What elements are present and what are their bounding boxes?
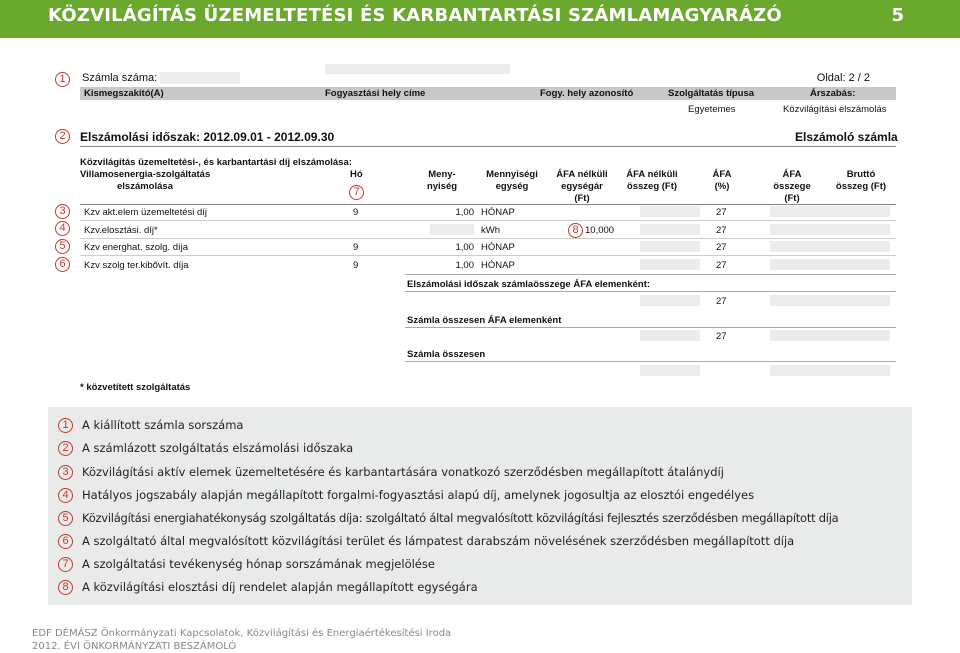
row-1-name: Kzv akt.elem üzemeltetési díj — [84, 207, 208, 218]
legend-item-6: A szolgáltató által megvalósított közvilágítási terület és lámpatest darabszám növelésének szerződésben megállapított díja — [82, 534, 795, 548]
redacted-value — [770, 224, 890, 235]
marker-7: 7 — [349, 185, 364, 200]
page-number: 5 — [891, 5, 904, 26]
col-net-1: ÁFA nélküli — [626, 169, 678, 180]
redacted-value — [770, 241, 890, 252]
col-unit-1: Mennyiségi — [486, 169, 538, 180]
redacted-value — [430, 224, 474, 235]
col-desc-2: elszámolása — [117, 181, 173, 192]
legend-marker-2: 2 — [58, 441, 73, 456]
divider — [405, 327, 896, 328]
col-unitprice-3: (Ft) — [574, 193, 590, 204]
row-4-qty: 1,00 — [455, 260, 474, 271]
legend-item-8: A közvilágítási elosztási díj rendelet alapján megállapított egységára — [82, 580, 478, 594]
legend-item-3: Közvilágítási aktív elemek üzemeltetésére és karbantartására vonatkozó szerződésben megállapított átalánydíj — [82, 465, 724, 479]
row-2-name: Kzv.elosztási. díj* — [84, 225, 158, 236]
col-vat-1: ÁFA — [712, 169, 732, 180]
col-gross-2: összeg (Ft) — [835, 181, 887, 192]
tariff-value: Közvilágítási elszámolás — [783, 104, 887, 115]
col-qty-1: Meny- — [428, 169, 456, 180]
footer-org: EDF DÉMÁSZ Önkormányzati Kapcsolatok, Közvilágítási és Energiaértékesítési Iroda — [32, 628, 452, 639]
col-month: Hó — [350, 169, 363, 180]
legend-item-2: A számlázott szolgáltatás elszámolási időszaka — [82, 441, 354, 455]
section-title: Közvilágítás üzemeltetési-, és karbantartási díj elszámolása: — [80, 157, 352, 168]
col-tariff: Árszabás: — [810, 88, 856, 99]
row-4-month: 9 — [353, 260, 359, 271]
divider — [405, 274, 896, 275]
invoice-header-bar — [80, 87, 896, 100]
divider — [80, 238, 896, 239]
redacted-value — [770, 365, 890, 376]
col-vatamt-1: ÁFA — [782, 169, 802, 180]
redacted-value — [770, 206, 890, 217]
summary-total-vat-label: Számla összesen ÁFA elemenként — [407, 315, 562, 326]
divider — [80, 220, 896, 221]
row-4-name: Kzv szolg ter.kibővít. díja — [84, 260, 189, 271]
row-1-unit: HÓNAP — [481, 207, 515, 218]
redacted-value — [770, 259, 890, 270]
redacted-value — [770, 295, 890, 306]
legend-marker-8: 8 — [58, 580, 73, 595]
legend-marker-6: 6 — [58, 534, 73, 549]
col-vat-2: (%) — [714, 181, 730, 192]
legend-marker-4: 4 — [58, 488, 73, 503]
col-gross-1: Bruttó — [846, 169, 876, 180]
col-net-2: összeg (Ft) — [626, 181, 678, 192]
marker-4: 4 — [55, 221, 70, 236]
page-title: KÖZVILÁGÍTÁS ÜZEMELTETÉSI ÉS KARBANTARTÁSI SZÁMLAMAGYARÁZÓ — [48, 5, 782, 26]
col-unitprice-2: egységár — [561, 181, 603, 192]
legend-marker-5: 5 — [58, 511, 73, 526]
summary-grand-total-label: Számla összesen — [407, 349, 486, 360]
divider — [405, 361, 896, 362]
legend-marker-3: 3 — [58, 465, 73, 480]
col-unitprice-1: ÁFA nélküli — [556, 169, 608, 180]
legend-item-1: A kiállított számla sorszáma — [82, 418, 244, 432]
row-3-unit: HÓNAP — [481, 242, 515, 253]
document-type: Elszámoló számla — [795, 130, 898, 144]
invoice-number-label: Számla száma: — [82, 72, 158, 84]
col-breaker: Kismegszakító(A) — [84, 88, 164, 99]
row-4-vat: 27 — [716, 260, 727, 271]
col-site-id: Fogy. hely azonosító — [540, 88, 634, 99]
redacted-value — [640, 330, 700, 341]
row-3-qty: 1,00 — [455, 242, 474, 253]
marker-3: 3 — [55, 204, 70, 219]
divider — [405, 291, 896, 292]
row-2-unit: kWh — [481, 225, 500, 236]
redacted-value — [640, 241, 700, 252]
row-3-name: Kzv energhat. szolg. díja — [84, 242, 189, 253]
redacted-value — [640, 224, 700, 235]
legend-box — [48, 407, 912, 605]
footnote: * közvetített szolgáltatás — [80, 382, 191, 393]
row-1-vat: 27 — [716, 207, 727, 218]
divider — [80, 255, 896, 256]
redacted-value — [640, 259, 700, 270]
summary-period-label: Elszámolási időszak számlaösszege ÁFA elemenként: — [407, 279, 651, 290]
col-unit-2: egység — [495, 181, 529, 192]
marker-8: 8 — [568, 223, 583, 238]
marker-2: 2 — [55, 129, 70, 144]
page-label: Oldal: 2 / 2 — [816, 72, 870, 84]
redacted-value — [640, 365, 700, 376]
legend-item-5: Közvilágítási energiahatékonyság szolgáltatás díja: szolgáltató által megvalósított közvilágítási fejlesztés szerződésben megállapított díja — [82, 511, 839, 525]
legend-marker-1: 1 — [58, 418, 73, 433]
row-4-unit: HÓNAP — [481, 260, 515, 271]
col-qty-2: nyiség — [426, 181, 458, 192]
divider — [80, 204, 896, 205]
row-2-vat: 27 — [716, 225, 727, 236]
divider — [80, 146, 896, 147]
col-desc-1: Villamosenergia-szolgáltatás — [80, 169, 211, 180]
row-2-unit-price: 10,000 — [585, 225, 615, 236]
marker-1: 1 — [55, 72, 70, 87]
service-type-value: Egyetemes — [688, 104, 736, 115]
marker-6: 6 — [55, 257, 70, 272]
col-address: Fogyasztási hely címe — [325, 88, 426, 99]
row-3-vat: 27 — [716, 242, 727, 253]
row-1-month: 9 — [353, 207, 359, 218]
redacted-number — [160, 72, 240, 84]
redacted-address — [325, 64, 510, 74]
summary-period-vat: 27 — [716, 296, 727, 307]
footer-report: 2012. ÉVI ÖNKORMÁNYZATI BESZÁMOLÓ — [32, 641, 237, 652]
billing-period: Elszámolási időszak: 2012.09.01 - 2012.09.30 — [80, 130, 335, 144]
legend-item-7: A szolgáltatási tevékenység hónap sorszámának megjelölése — [82, 557, 435, 571]
col-vatamt-2: összege — [773, 181, 811, 192]
row-1-qty: 1,00 — [455, 207, 474, 218]
col-service-type: Szolgáltatás típusa — [668, 88, 755, 99]
summary-total-vat: 27 — [716, 331, 727, 342]
legend-item-4: Hatályos jogszabály alapján megállapított forgalmi-fogyasztási alapú díj, amelynek jogosultja az elosztói engedélyes — [82, 488, 755, 502]
legend-marker-7: 7 — [58, 557, 73, 572]
col-vatamt-3: (Ft) — [784, 193, 800, 204]
redacted-value — [640, 206, 700, 217]
marker-5: 5 — [55, 239, 70, 254]
redacted-value — [640, 295, 700, 306]
row-3-month: 9 — [353, 242, 359, 253]
redacted-value — [770, 330, 890, 341]
